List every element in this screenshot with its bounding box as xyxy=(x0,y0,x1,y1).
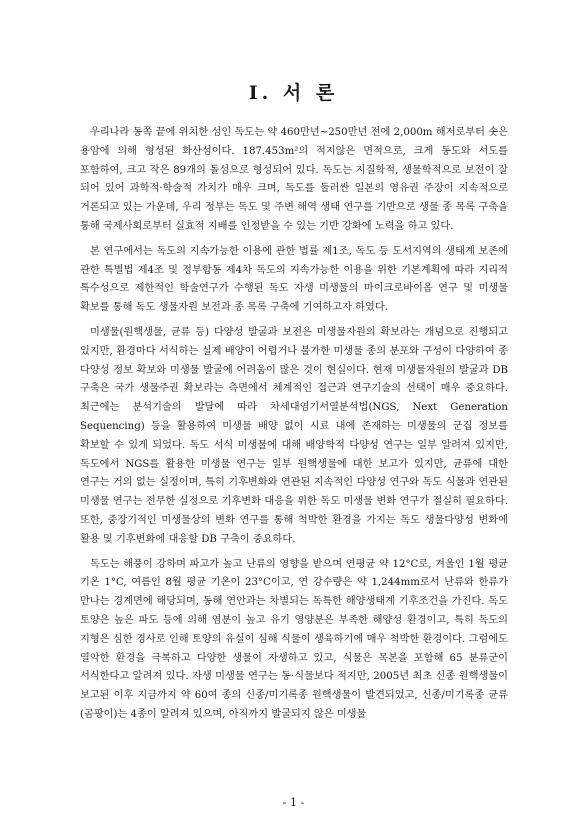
paragraph-2: 본 연구에서는 독도의 지속가능한 이용에 관한 법률 제1조, 독도 등 도서지역의 생태계 보존에 관한 특별법 제4조 및 정부합동 제4차 독도의 지속가능한 이용을 위한 기본계획에 따라 지리적 특수성으로 제한적인 학술연구가 수행된 독도 자생 미생물의 마이크로바이옴 연구 및 미생물 확보를 통해 독도 생물자원 보전과 종 목록 구축에 기여하고자 하였다. xyxy=(80,245,508,314)
paragraph-3: 미생물(원핵생물, 균류 등) 다양성 발굴과 보전은 미생물자원의 확보라는 개념으로 진행되고 있지만, 환경마다 서식하는 실제 배양이 어렵거나 불가한 미생물 종의 분포와 구성이 다양하여 종 다양성 정보 확보와 미생물 발굴에 어려움이 많은 것이 현실이다. 현재 미생물자원의 발굴과 DB 구축은 국가 생물주권 확보라는 측면에서 체계적인 접근과 연구기술의 선택이 매우 중요하다. 최근에는 분석기술의 발달에 따라 차세대염기서열분석법(NGS, Next Generation Sequencing) 등을 활용하여 미생물 배양 없이 시료 내에 존재하는 미생물의 군집 정보를 확보할 수 있게 되었다. 독도 서식 미생물에 대해 배양학적 다양성 연구는 일부 알려져 있지만, 독도에서 NGS를 활용한 미생물 연구는 일부 원핵생물에 대한 보고가 있지만, 균류에 대한 연구는 거의 없는 실정이며, 특히 기후변화와 연관된 지속적인 다양성 연구와 독도 식물과 연관된 미생물 연구는 전무한 실정으로 기후변화 대응을 위한 독도 미생물 변화 연구가 절실히 필요하다. 또한, 중장기적인 미생물상의 변화 연구를 통해 척박한 환경을 가지는 독도 생물다양성 변화에 활용 및 기후변화에 대응할 DB 구축이 중요하다. xyxy=(80,326,508,545)
section-title: Ⅰ. 서 론 xyxy=(248,82,339,104)
page-number: - 1 - xyxy=(282,796,305,809)
body-text xyxy=(80,124,508,725)
paragraph-4: 독도는 해풍이 강하며 파고가 높고 난류의 영향을 받으며 연평균 약 12°C로, 겨울인 1월 평균 기온 1°C, 여름인 8월 평균 기온이 23°C이고, 연 강수량은 약 1,244mm로서 난류와 한류가 만나는 경계면에 해당되며, 동해 연안과는 차별되는 독특한 해양생태계 기후조건을 가진다. 독도 토양은 높은 파도 등에 의해 염분이 높고 유기 영양분은 부족한 해양성 환경이고, 특히 독도의 지형은 심한 경사로 인해 토양의 유실이 심해 식물이 생육하기에 매우 척박한 환경이다. 그럼에도 열악한 환경을 극복하고 다양한 생물이 자생하고 있고, 식물은 목본을 포함해 65 분류군이 서식한다고 알려져 있다. 자생 미생물 연구는 동·식물보다 적지만, 2005년 최초 신종 원핵생물이 보고된 이후 지금까지 약 60여 종의 신종/미기록종 원핵생물이 발견되었고, 신종/미기록종 균류(곰팡이)는 4종이 알려져 있으며, 아직까지 발굴되지 않은 미생물 xyxy=(80,558,508,720)
paragraph-1: 우리나라 동쪽 끝에 위치한 섬인 독도는 약 460만년~250만년 전에 2,000m 해저로부터 솟은 용암에 의해 형성된 화산섬이다. 187.453m²의 적지않은 면적으로, 크게 동도와 서도를 포함하여, 크고 작은 89개의 돌섬으로 형성되어 있다. 독도는 지질학적, 생물학적으로 보전이 잘 되어 있어 과학적·학술적 가치가 매우 크며, 독도를 둘러싼 일본의 영유권 주장이 지속적으로 거론되고 있는 가운데, 우리 정부는 독도 및 주변 해역 생태 연구를 기반으로 생물 종 목록 구축을 통해 국제사회로부터 실효적 지배를 인정받을 수 있는 기반 강화에 노력을 하고 있다. xyxy=(80,127,508,232)
